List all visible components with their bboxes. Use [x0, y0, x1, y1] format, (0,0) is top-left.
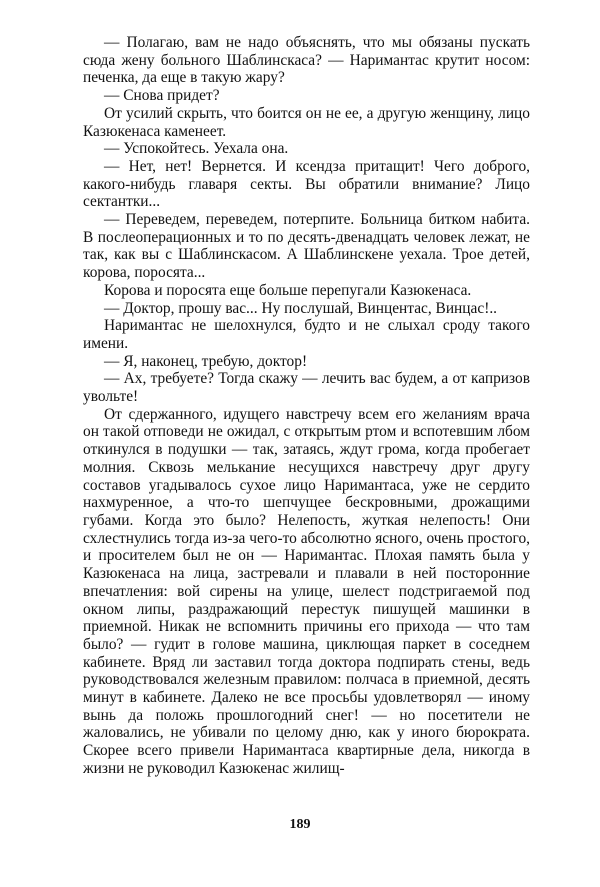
body-text — [83, 34, 530, 778]
paragraph: — Я, наконец, требую, доктор! — [104, 352, 308, 370]
paragraph: Корова и поросята еще больше перепугали Казюкенаса. — [104, 281, 472, 299]
paragraph: Наримантас не шелохнулся, будто и не слыхал сроду такого имени. — [83, 317, 530, 352]
paragraph: — Полагаю, вам не надо объяснять, что мы обязаны пускать сюда жену больного Шаблинскаса? — Наримантас крутит носом: печенка, да еще в такую жару? — [83, 34, 530, 87]
paragraph: — Переведем, переведем, потерпите. Больница битком набита. В послеоперационных и то по десять-двенадцать человек лежат, не так, как вы с Шаблинскасом. А Шаблинскене уехала. Трое детей, корова, поросята... — [83, 211, 530, 282]
paragraph: От сдержанного, идущего навстречу всем его желаниям врача он такой отповеди не ожидал, с открытым ртом и вспотевшим лбом откинулся в подушки — так, затаясь, ждут грома, когда пробегает молния. Сквозь мелькание несущихся навстречу друг другу составов угадывалось сухое лицо Наримантаса, уже не сердито нахмуренное, а что-то шепчущее бескровными, дрожащими губами. Когда это было? Нелепость, жуткая нелепость! Они схлестнулись тогда из-за чего-то абсолютно ясного, очень простого, и просителем был не он — Наримантас. Плохая память была у Казюкенаса на лица, застревали и плавали в ней посторонние впечатления: вой сирены на улице, шелест подстригаемой под окном липы, раздражающий перестук пишущей машинки в приемной. Никак не вспомнить причины его прихода — что там было? — гудит в голове машина, циклющая паркет в соседнем кабинете. Вряд ли заставил тогда доктора подпирать стены, ведь руководствовался железным правилом: полчаса в приемной, десять минут в кабинете. Далеко не все просьбы удовлетворял — иному вынь да положь прошлогодний снег! — но посетители не жаловались, не убивали по целому дню, как у иного бюрократа. Скорее всего привели Наримантаса квартирные дела, никогда в жизни не руководил Казюкенас жилищ- — [83, 405, 530, 777]
page-number: 189 — [289, 817, 311, 832]
paragraph: — Успокойтесь. Уехала она. — [104, 140, 289, 158]
paragraph: От усилий скрыть, что боится он не ее, а другую женщину, лицо Казюкенаса каменеет. — [83, 104, 530, 140]
paragraph: — Снова придет? — [104, 87, 220, 105]
paragraph: — Ах, требуете? Тогда скажу — лечить вас будем, а от капризов увольте! — [83, 370, 530, 406]
paragraph: — Нет, нет! Вернется. И ксендза притащит! Чего доброго, какого-нибудь главаря секты. Вы обратили внимание? Лицо сектантки... — [83, 157, 530, 211]
paragraph: — Доктор, прошу вас... Ну послушай, Винцентас, Винцас!.. — [104, 299, 498, 317]
